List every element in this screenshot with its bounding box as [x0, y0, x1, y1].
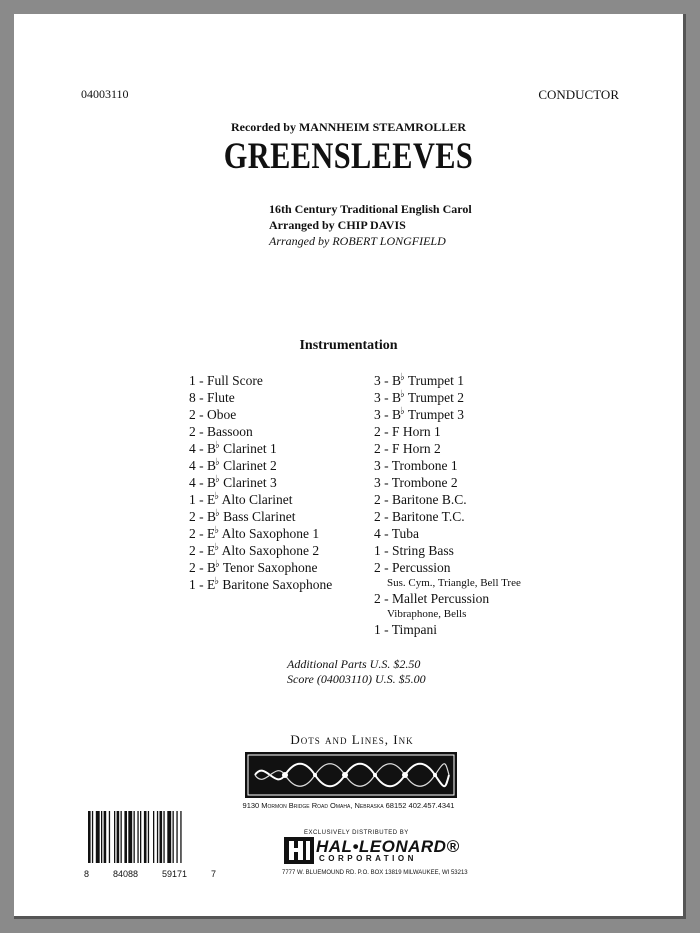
instrument-item [189, 372, 332, 389]
origin-line: 16th Century Traditional English Carol [269, 202, 472, 216]
publisher-name: Dots and Lines, Ink [290, 732, 414, 747]
instrument-item [374, 542, 521, 559]
instrument-name: Alto Saxophone 1 [218, 526, 320, 541]
flat-sign-icon: ♭ [400, 371, 405, 383]
instrument-name: Alto Saxophone 2 [218, 543, 320, 558]
flat-sign-icon: ♭ [400, 388, 405, 400]
distributor-name: HAL•LEONARD® [316, 837, 460, 856]
hal-leonard-logo-icon [284, 837, 314, 864]
instrument-name: Clarinet 2 [219, 458, 277, 473]
instrument-prefix: 3 - B [374, 373, 401, 388]
instrument-item [189, 474, 332, 491]
distributor-label: EXCLUSIVELY DISTRIBUTED BY [304, 830, 409, 836]
instrument-prefix: 4 - Tuba [374, 526, 420, 541]
instrument-item [374, 474, 521, 491]
instrument-name: Trumpet 3 [404, 407, 464, 422]
instrument-note: Vibraphone, Bells [387, 608, 467, 620]
barcode-digits-mid2: 59171 [161, 869, 188, 879]
instrument-prefix: 2 - Mallet Percussion [374, 591, 490, 606]
instrument-prefix: 2 - E [189, 543, 216, 558]
score-cover-page [14, 14, 686, 919]
recorded-by: Recorded by MANNHEIM STEAMROLLER [230, 120, 466, 134]
instrument-item [189, 406, 332, 423]
instrument-item [374, 440, 521, 457]
instrument-prefix: 2 - Bassoon [189, 424, 253, 439]
arranger-line: Arranged by CHIP DAVIS [269, 218, 406, 232]
instrument-prefix: 2 - Oboe [189, 407, 237, 422]
instrument-list-left [189, 372, 332, 593]
instrument-item [189, 542, 332, 559]
instrument-prefix: 3 - B [374, 407, 401, 422]
instrument-prefix: 2 - E [189, 526, 216, 541]
price-block [287, 657, 426, 687]
publisher-ornament [245, 752, 457, 798]
instrument-prefix: 1 - Full Score [189, 373, 263, 388]
barcode-digit-left: 8 [84, 869, 90, 879]
barcode-digit-right: 7 [210, 869, 216, 879]
instrument-prefix: 3 - B [374, 390, 401, 405]
instrument-name: Trumpet 2 [404, 390, 464, 405]
instrument-prefix: 2 - Baritone T.C. [374, 509, 465, 524]
instrument-item [189, 457, 332, 474]
instrument-prefix: 4 - B [189, 441, 216, 456]
instrument-item [374, 423, 521, 440]
instrument-item [189, 576, 332, 593]
instrument-item [189, 508, 332, 525]
instrument-prefix: 2 - B [189, 560, 216, 575]
instrument-item [374, 389, 521, 406]
catalog-number: 04003110 [81, 87, 129, 101]
instrument-prefix: 1 - E [189, 577, 216, 592]
flat-sign-icon: ♭ [215, 456, 220, 468]
instrument-item [189, 389, 332, 406]
instrument-item [374, 372, 521, 389]
instrument-name: Clarinet 1 [219, 441, 277, 456]
instrument-item [374, 508, 521, 525]
instrument-name: Baritone Saxophone [218, 577, 333, 592]
instrument-item [189, 423, 332, 440]
arranger-line-2: Arranged by ROBERT LONGFIELD [269, 234, 446, 248]
instrument-item [189, 559, 332, 576]
additional-parts-price: Additional Parts U.S. $2.50 [287, 657, 421, 671]
flat-sign-icon: ♭ [214, 541, 219, 553]
instrument-item [189, 440, 332, 457]
instrument-item [374, 621, 521, 638]
flat-sign-icon: ♭ [400, 405, 405, 417]
instrument-prefix: 4 - B [189, 475, 216, 490]
instrument-prefix: 1 - E [189, 492, 216, 507]
page-title: GREENSLEEVES [223, 136, 474, 177]
instrument-name: Alto Clarinet [218, 492, 293, 507]
instrument-prefix: 2 - F Horn 2 [374, 441, 441, 456]
distributor-address: 7777 W. BLUEMOUND RD. P.O. BOX 13819 MILWAUKEE, WI 53213 [282, 870, 468, 876]
instrument-name: Tenor Saxophone [219, 560, 318, 575]
instrument-prefix: 3 - Trombone 1 [374, 458, 458, 473]
flat-sign-icon: ♭ [215, 558, 220, 570]
instrument-prefix: 2 - F Horn 1 [374, 424, 441, 439]
distributor-corporation: CORPORATION [319, 854, 417, 863]
instrument-note: Sus. Cym., Triangle, Bell Tree [387, 577, 521, 589]
flat-sign-icon: ♭ [215, 473, 220, 485]
flat-sign-icon: ♭ [214, 490, 219, 502]
barcode [84, 811, 216, 873]
barcode-digits [84, 869, 216, 879]
instrument-item [374, 559, 521, 576]
instrument-name: Trumpet 1 [404, 373, 464, 388]
instrument-prefix: 8 - Flute [189, 390, 235, 405]
instrument-item [374, 590, 521, 607]
instrumentation-heading: Instrumentation [299, 338, 398, 353]
instrument-name: Clarinet 3 [219, 475, 277, 490]
flat-sign-icon: ♭ [215, 507, 220, 519]
instrument-prefix: 4 - B [189, 458, 216, 473]
instrument-prefix: 2 - Percussion [374, 560, 451, 575]
flat-sign-icon: ♭ [215, 439, 220, 451]
instrument-item [374, 406, 521, 423]
credits-block [269, 201, 472, 249]
instrument-prefix: 1 - String Bass [374, 543, 454, 558]
instrument-prefix: 1 - Timpani [374, 622, 438, 637]
instrument-item [374, 525, 521, 542]
flat-sign-icon: ♭ [214, 524, 219, 536]
flat-sign-icon: ♭ [214, 575, 219, 587]
instrument-item [189, 525, 332, 542]
instrument-item [374, 457, 521, 474]
instrument-item [374, 491, 521, 508]
barcode-digits-mid1: 84088 [112, 869, 139, 879]
instrument-item [189, 491, 332, 508]
instrument-prefix: 3 - Trombone 2 [374, 475, 458, 490]
instrument-prefix: 2 - B [189, 509, 216, 524]
instrument-list-right [374, 372, 521, 638]
instrument-name: Bass Clarinet [219, 509, 296, 524]
instrument-prefix: 2 - Baritone B.C. [374, 492, 467, 507]
publisher-address: 9130 Mormon Bridge Road Omaha, Nebraska 68152 402.457.4341 [242, 801, 455, 810]
edition-label: CONDUCTOR [538, 87, 619, 102]
score-price: Score (04003110) U.S. $5.00 [287, 672, 426, 686]
